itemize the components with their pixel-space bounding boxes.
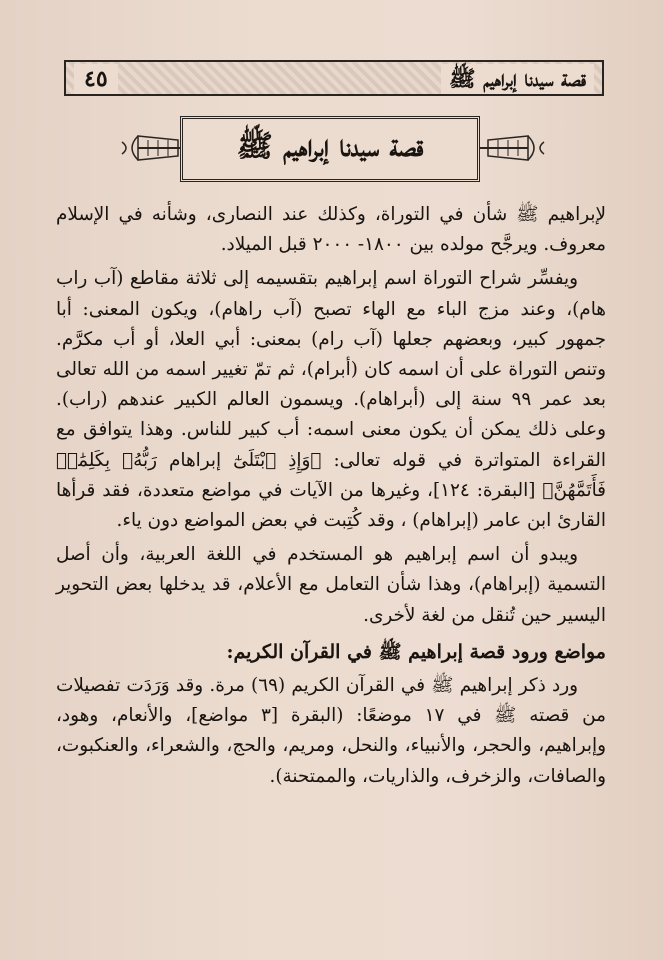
paragraph-name-etymology: ويفسِّر شراح التوراة اسم إبراهيم بتقسيمه إلى ثلاثة مقاطع (آب راب هام)، وعند مزج الباء مع الهاء تصبح (آب راهام)، ويكون المعنى: أبا جمهور كبير، وبعضهم جعلها (آب رام) بمعنى: أبي العلا، أو أب مكرَّم. وتنص التوراة على أن اسمه كان (أبرام)، ثم تمّ تغيير اسمه من الله تعالى بعد عمر ٩٩ سنة إلى (أبراهام). ويسمون العالم الكبير عندهم (راب). وعلى ذلك يمكن أن يكون معنى اسمه: أب كبير للناس. وهذا يتوافق مع القراءة المتواترة في قوله تعالى: ﴿وَإِذِ ٱبْتَلَىٰٓ إبراهام رَبُّهُۥ بِكَلِمَٰتٖ فَأَتَمَّهُنَّ﴾ [البقرة: ١٢٤]، وغيرها من الآيات في مواضع متعددة، فقد قرأها القارئ ابن عامر (إبراهام) ، وقد كُتِبت في بعض المواضع دون ياء. — [56, 268, 606, 532]
right-banner-ornament-icon — [478, 128, 548, 168]
section-heading: مواضع ورود قصة إبراهيم ﷺ في القرآن الكريم: — [226, 640, 606, 663]
chapter-title-frame — [180, 116, 480, 182]
body-text — [56, 200, 606, 792]
page-number: ٤٥ — [74, 64, 118, 94]
paragraph-arabic-name: ويبدو أن اسم إبراهيم هو المستخدم في اللغة العربية، وأن أصل التسمية (إبراهام)، وهذا شأن التعامل مع الأعلام، قد يدخلها بعض التحوير اليسير حين تُنقل من لغة لأخرى. — [56, 544, 606, 626]
running-header — [64, 60, 604, 96]
left-banner-ornament-icon — [118, 128, 188, 168]
chapter-title: قصة سيدنا إبراهيم ﷺ — [236, 128, 424, 164]
running-header-title: قصة سيدنا إبراهيم ﷺ — [441, 64, 594, 94]
paragraph-intro: لإبراهيم ﷺ شأن في التوراة، وكذلك عند النصارى، وشأنه في الإسلام معروف. ويرجَّح مولده بين ١٨٠٠- ٢٠٠٠ قبل الميلاد. — [56, 204, 606, 256]
paragraph-quran-occurrences: ورد ذكر إبراهيم ﷺ في القرآن الكريم (٦٩) مرة. وقد وَرَدَت تفصيلات من قصته ﷺ في ١٧ موضعًا: (البقرة [٣ مواضع]، والأنعام، وهود، وإبراهيم، والحجر، والأنبياء، والنحل، ومريم، والحج، والشعراء، والعنكبوت، والصافات، والزخرف، والذاريات، والممتحنة). — [56, 675, 607, 787]
